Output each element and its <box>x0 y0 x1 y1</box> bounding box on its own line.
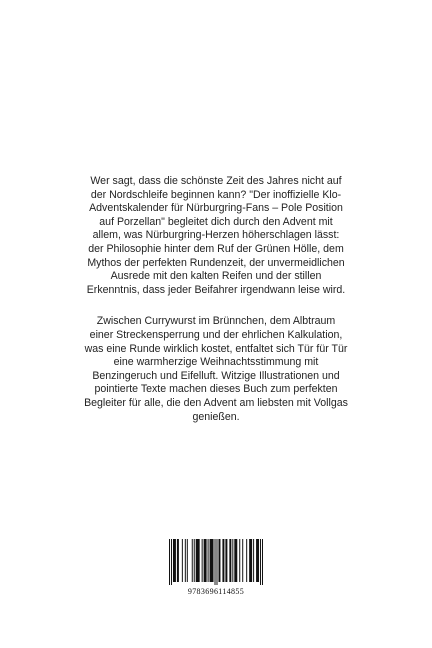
barcode-bar <box>242 539 243 582</box>
barcode-bar <box>202 539 203 582</box>
barcode-bar <box>210 539 214 582</box>
barcode-bar <box>232 539 233 582</box>
barcode-bar <box>262 539 263 585</box>
barcode-bar <box>192 539 193 582</box>
blurb-text <box>84 175 348 442</box>
blurb-paragraph-1: Wer sagt, dass die schönste Zeit des Jahres nicht auf der Nordschleife beginnen kann? "Der inoffizielle Klo-Adventskalender für Nürburgring-Fans – Pole Position auf Porzellan" begleitet dich durch den Advent mit allem, was Nürburgring-Herzen höherschlagen lässt: der Philosophie hinter dem Ruf der Grünen Hölle, dem Mythos der perfekten Rundenzeit, der unvermeidlichen Ausrede mit den kalten Reifen und der stillen Erkenntnis, dass jeder Beifahrer irgendwann leise wird. <box>86 175 346 296</box>
barcode-bar <box>256 539 259 582</box>
barcode-bar <box>239 539 240 582</box>
barcode-icon <box>169 539 263 585</box>
barcode-bar <box>208 539 209 582</box>
barcode-bar <box>171 539 172 585</box>
barcode-bar <box>187 539 188 582</box>
barcode-bar <box>249 539 252 582</box>
isbn-barcode <box>166 537 266 601</box>
barcode-bar <box>253 539 254 582</box>
barcode-bar <box>182 539 183 582</box>
barcode-bar <box>234 539 237 582</box>
barcode-bar <box>196 539 200 582</box>
barcode-bar <box>222 539 224 582</box>
barcode-bar <box>177 539 179 582</box>
barcode-bar <box>204 539 207 582</box>
barcode-bar <box>173 539 176 582</box>
blurb-paragraph-2: Zwischen Currywurst im Brünnchen, dem Albtraum einer Streckensperrung und der ehrlichen Kalkulation, was eine Runde wirklich kostet, entfaltet sich Tür für Tür eine warmherzige Weihnachtsstimmung mit Benzingeruch und Eifelluft. Witzige Illustrationen und pointierte Texte machen dieses Buch zum perfekten Begleiter für alle, die den Advent am liebsten mit Vollgas genießen. <box>84 315 348 423</box>
isbn-number: 9783696114855 <box>187 587 245 596</box>
barcode-bar <box>215 539 216 585</box>
barcode-bar <box>260 539 261 585</box>
barcode-bar <box>194 539 195 582</box>
barcode-bar <box>218 539 220 582</box>
barcode-bar <box>169 539 170 585</box>
barcode-bar <box>246 539 247 582</box>
barcode-bar <box>216 539 217 585</box>
barcode-bar <box>185 539 186 582</box>
barcode-bar <box>225 539 227 582</box>
barcode-bar <box>229 539 231 582</box>
